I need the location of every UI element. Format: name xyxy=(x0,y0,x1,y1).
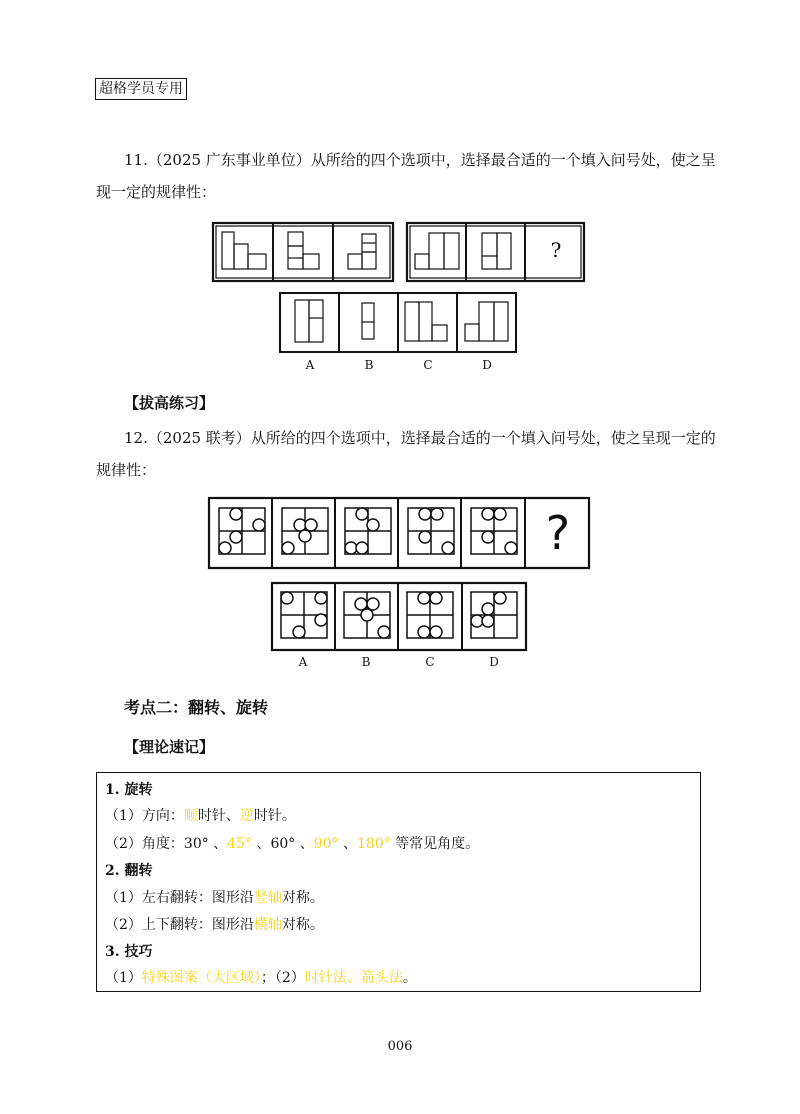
q11-option-label-a: A xyxy=(305,358,315,372)
page-number: 006 xyxy=(387,1039,413,1054)
q11-text-line2: 现一定的规律性： xyxy=(96,183,217,201)
q12-option-label-a: A xyxy=(298,655,308,669)
theory-direction-line: （1）方向：顺时针、逆时针。 xyxy=(105,808,296,824)
q11-option-label-c: C xyxy=(423,358,433,372)
q11-option-label-d: D xyxy=(482,358,492,372)
theory-ud-flip-line: （2）上下翻转：图形沿横轴对称。 xyxy=(105,917,324,933)
theory-lr-flip-line: （1）左右翻转：图形沿竖轴对称。 xyxy=(105,890,324,906)
theory-tips-line: （1）特殊图案（大区域）；（2）时针法、箭头法。 xyxy=(105,970,417,986)
theory-angle-line: （2）角度：30° 、45° 、60° 、90° 、180° 等常见角度。 xyxy=(105,836,480,852)
q12-option-label-b: B xyxy=(361,655,371,669)
theory-flip-heading: 2. 翻转 xyxy=(105,863,153,879)
q12-option-label-c: C xyxy=(425,655,435,669)
q12-question-mark: ? xyxy=(545,506,571,560)
theory-heading: 【理论速记】 xyxy=(124,738,215,756)
theory-box xyxy=(96,772,701,992)
q11-text-line1: 11.（2025 广东事业单位）从所给的四个选项中，选择最合适的一个填入问号处，使之呈 xyxy=(124,151,716,169)
q12-option-label-d: D xyxy=(489,655,499,669)
q11-option-label-b: B xyxy=(364,358,374,372)
q11-question-mark: ? xyxy=(550,238,562,262)
section-heading: 考点二：翻转、旋转 xyxy=(124,698,269,717)
q12-text-line1: 12.（2025 联考）从所给的四个选项中，选择最合适的一个填入问号处，使之呈现一定的 xyxy=(124,429,716,447)
practice-heading: 【拔高练习】 xyxy=(124,394,215,412)
q12-text-line2: 规律性： xyxy=(96,461,157,479)
theory-rotation-heading: 1. 旋转 xyxy=(105,782,153,798)
theory-tips-heading: 3. 技巧 xyxy=(105,944,153,960)
student-only-tag: 超格学员专用 xyxy=(95,78,187,100)
